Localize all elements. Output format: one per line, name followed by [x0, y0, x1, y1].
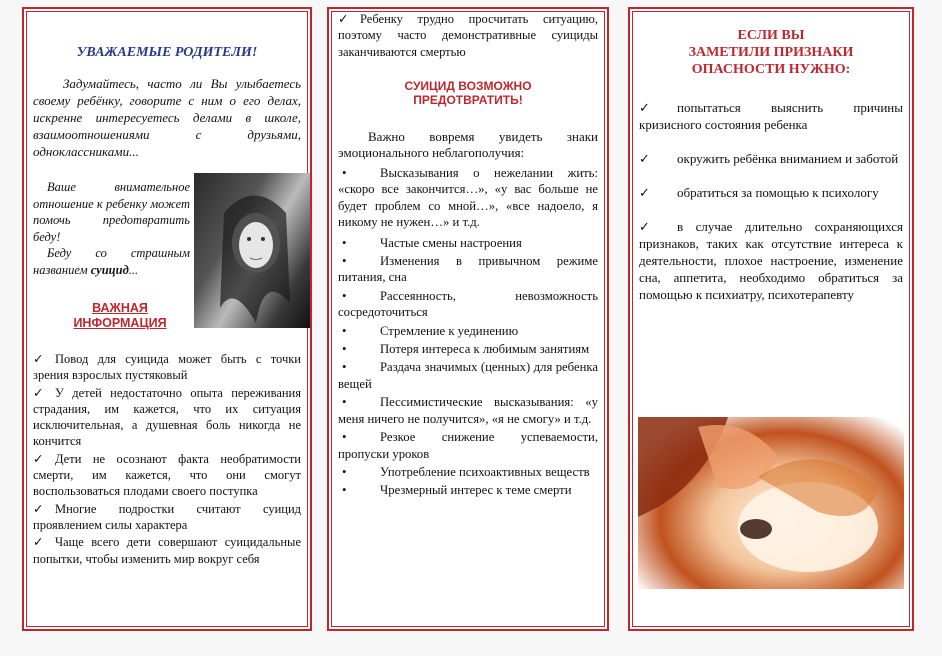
important-line-1: ВАЖНАЯ [92, 301, 148, 315]
info-item-text: Повод для суицида может быть с точки зрения взрослых пустяковый [33, 352, 301, 383]
bullet-icon: • [342, 395, 347, 410]
info-item [33, 351, 301, 384]
bullet-icon: • [342, 360, 347, 375]
check-icon: ✓ [639, 151, 650, 166]
action-item-text: попытаться выяснить причины кризисного состояния ребенка [639, 100, 903, 132]
parents-title: УВАЖАЕМЫЕ РОДИТЕЛИ! [76, 45, 258, 60]
actions-heading-line-2: ЗАМЕТИЛИ ПРИЗНАКИ [688, 45, 854, 60]
sign-item [338, 288, 598, 321]
attention-text [33, 179, 190, 278]
info-item-text: Чаще всего дети совершают суицидальные попытки, чтобы изменить мир вокруг себя [33, 535, 301, 566]
info-item [33, 501, 301, 534]
attention-line-2-text: Беду со страшным названием [33, 246, 190, 277]
bullet-icon: • [342, 288, 347, 303]
bullet-icon: • [342, 430, 347, 445]
bullet-icon: • [342, 464, 347, 479]
bullet-icon: • [342, 254, 347, 269]
info-list [33, 351, 301, 567]
info-item [33, 534, 301, 567]
signs-list [338, 165, 598, 499]
info-item-text: У детей недостаточно опыта переживания страдания, им кажется, что их ситуация исключительная, а душевная боль никогда не кончится [33, 385, 301, 449]
prevent-heading-line-2: ПРЕДОТВРАТИТЬ! [413, 93, 523, 107]
sign-item [338, 464, 598, 480]
sign-item [338, 323, 598, 339]
check-icon: ✓ [639, 100, 650, 115]
sign-item-text: Чрезмерный интерес к теме смерти [380, 483, 572, 498]
action-item-text: в случае длительно сохраняющихся признаков, таких как отсутствие интереса к деятельности, плохое настроение, изменение сна, аппетита, необходимо обратиться за помощью к психиатру, психотерапевту [639, 219, 903, 302]
prevent-heading-line-1: СУИЦИД ВОЗМОЖНО [404, 79, 532, 93]
prevent-heading [338, 79, 598, 107]
sign-item-text: Высказывания о нежелании жить: «скоро все закончится…», «у вас больше не будет проблем со мной…», «все надоело, я никому не нужен…» и т.д. [338, 166, 598, 230]
sign-item-text: Изменения в привычном режиме питания, сна [338, 254, 598, 285]
sign-item-text: Раздача значимых (ценных) для ребенка вещей [338, 360, 598, 391]
check-icon: ✓ [338, 12, 349, 26]
actions-list [639, 99, 903, 303]
sign-item [338, 235, 598, 251]
sign-item [338, 482, 598, 498]
attention-ellipsis: ... [128, 262, 139, 277]
sign-item [338, 341, 598, 357]
action-item-text: обратиться за помощью к психологу [677, 185, 879, 200]
important-info-heading [64, 301, 176, 331]
check-icon: ✓ [639, 185, 650, 200]
bullet-icon: • [342, 323, 347, 338]
bullet-icon: • [342, 483, 347, 498]
signs-lead: Важно вовремя увидеть знаки эмоционального неблагополучия: [338, 129, 598, 161]
brochure-panel-middle [327, 7, 609, 631]
action-item [639, 99, 903, 133]
girl-photo-art [194, 173, 310, 328]
actions-heading-line-1: ЕСЛИ ВЫ [737, 28, 805, 43]
mother-child-photo-art [638, 417, 904, 589]
important-line-2: ИНФОРМАЦИЯ [73, 316, 167, 330]
top-item [338, 11, 598, 60]
sign-item [338, 429, 598, 462]
check-icon: ✓ [33, 535, 44, 550]
sign-item-text: Стремление к уединению [380, 323, 519, 338]
top-item-text: Ребенку трудно просчитать ситуацию, поэтому часто демонстративные суициды заканчиваются смертью [338, 12, 598, 59]
sign-item-text: Употребление психоактивных веществ [380, 464, 590, 479]
check-icon: ✓ [33, 501, 44, 516]
info-item [33, 385, 301, 450]
check-icon: ✓ [33, 352, 44, 366]
info-item [33, 451, 301, 500]
check-icon: ✓ [639, 219, 650, 234]
intro-text: Задумайтесь, часто ли Вы улыбаетесь своему ребёнку, говорите с ним о его делах, искренне интересуетесь делами в школе, взаимоотношениями с друзьями, одноклассниками... [33, 76, 301, 159]
sign-item [338, 359, 598, 392]
check-icon: ✓ [33, 451, 44, 466]
bullet-icon: • [342, 166, 347, 180]
action-item-text: окружить ребёнка вниманием и заботой [677, 151, 899, 166]
sign-item [338, 165, 598, 231]
check-icon: ✓ [33, 385, 44, 400]
brochure-panel-right [628, 7, 914, 631]
sign-item-text: Частые смены настроения [380, 235, 522, 250]
girl-photo [194, 173, 310, 328]
actions-heading-line-3: ОПАСНОСТИ НУЖНО: [691, 62, 851, 77]
sign-item-text: Потеря интереса к любимым занятиям [380, 342, 590, 357]
sign-item-text: Рассеянность, невозможность сосредоточиться [338, 288, 598, 320]
brochure-panel-left [22, 7, 312, 631]
action-item [639, 218, 903, 303]
bullet-icon: • [342, 235, 347, 250]
bullet-icon: • [342, 342, 347, 357]
sign-item [338, 253, 598, 286]
actions-heading [639, 27, 903, 78]
action-item [639, 150, 903, 167]
attention-line-2 [33, 245, 190, 278]
info-item-text: Многие подростки считают суицид проявлением силы характера [33, 501, 301, 532]
action-item [639, 184, 903, 201]
attention-line-1: Ваше внимательное отношение к ребенку может помочь предотвратить беду! [33, 180, 190, 244]
sign-item-text: Резкое снижение успеваемости, пропуски уроков [338, 430, 598, 461]
info-item-text: Дети не осознают факта необратимости смерти, им кажется, что они смогут воспользоваться плодами своего поступка [33, 451, 301, 499]
sign-item-text: Пессимистические высказывания: «у меня ничего не получится», «я не смогу» и т.д. [338, 395, 598, 426]
sign-item [338, 394, 598, 427]
mother-child-photo [638, 417, 904, 589]
attention-bold-word: суицид [90, 262, 129, 277]
